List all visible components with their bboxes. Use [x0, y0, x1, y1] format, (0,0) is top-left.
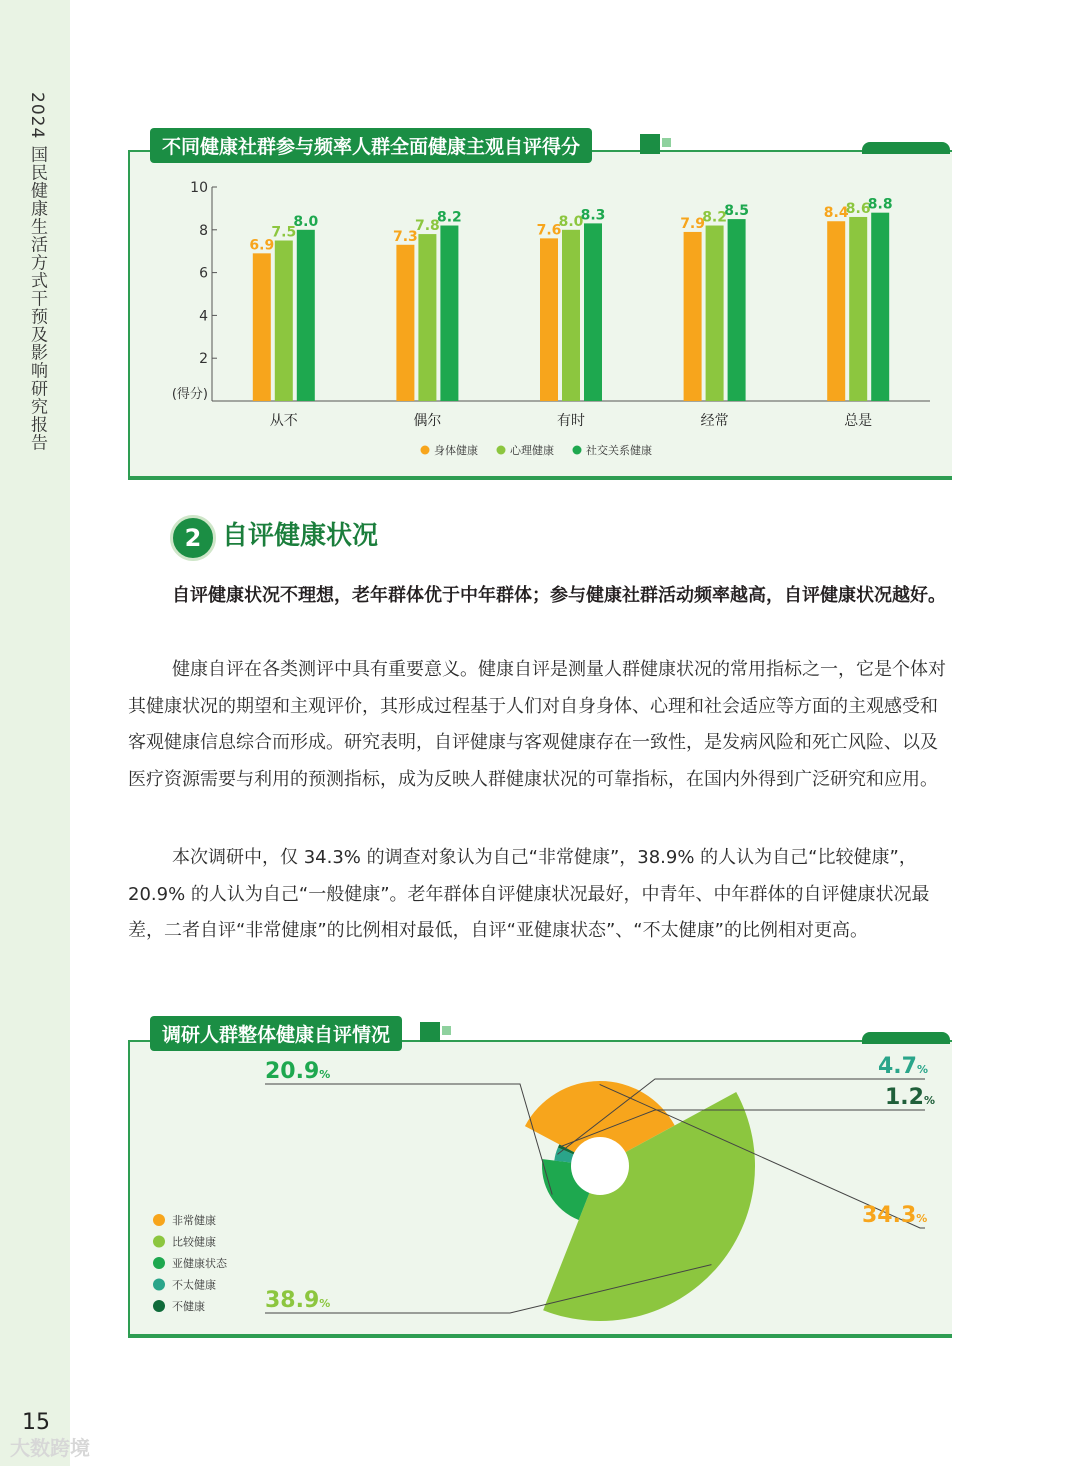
- slice-value-label: 38.9%: [265, 1288, 331, 1313]
- slice-value-label: 34.3%: [862, 1203, 928, 1228]
- bar: [827, 221, 845, 401]
- chart2-title: 调研人群整体健康自评情况: [150, 1016, 402, 1051]
- slice-value-label: 1.2%: [885, 1085, 936, 1110]
- legend-label: 心理健康: [510, 444, 554, 457]
- legend-label: 亚健康状态: [172, 1257, 227, 1270]
- bar-value-label: 8.5: [724, 203, 750, 220]
- bar-value-label: 8.2: [436, 209, 462, 226]
- bar: [396, 245, 414, 401]
- bar: [540, 238, 558, 401]
- bar: [297, 230, 315, 401]
- slice-unit: %: [923, 1094, 936, 1107]
- bar: [849, 217, 867, 401]
- legend-marker: [497, 446, 506, 455]
- category-label: 有时: [557, 413, 585, 429]
- bar: [253, 253, 271, 401]
- paragraph-1: 健康自评在各类测评中具有重要意义。健康自评是测量人群健康状况的常用指标之一，它是个体对其健康状况的期望和主观评价，其形成过程基于人们对自身身体、心理和社会适应等方面的主观感受和客观健康信息综合而形成。研究表明，自评健康与客观健康存在一致性，是发病风险和死亡风险、以及医疗资源需要与利用的预测指标，成为反映人群健康状况的可靠指标，在国内外得到广泛研究和应用。: [128, 659, 946, 790]
- decor-square-small-2: [442, 1026, 451, 1035]
- bar: [418, 234, 436, 401]
- bar-value-label: 7.5: [271, 224, 297, 241]
- panel-corner-tab-2: [862, 1032, 950, 1044]
- pie-chart-panel: [128, 1040, 952, 1338]
- legend-label: 身体健康: [434, 444, 478, 457]
- bar: [684, 232, 702, 401]
- bar: [562, 230, 580, 401]
- bar-value-label: 8.8: [867, 196, 893, 213]
- slice-unit: %: [319, 1297, 331, 1310]
- category-label: 从不: [269, 413, 298, 429]
- section-number-badge: 2: [170, 515, 216, 561]
- bar: [440, 226, 458, 401]
- bar: [275, 241, 293, 402]
- slice-unit: %: [319, 1068, 331, 1081]
- slice-unit: %: [916, 1063, 929, 1076]
- bar-value-label: 8.0: [293, 213, 319, 230]
- y-tick-label: 10: [190, 180, 208, 196]
- y-tick-label: 4: [199, 308, 208, 325]
- slice-value-label: 4.7%: [878, 1054, 929, 1079]
- legend-marker: [573, 446, 582, 455]
- bar-value-label: 6.9: [249, 237, 275, 254]
- legend-label: 不太健康: [172, 1278, 216, 1292]
- bar: [706, 226, 724, 401]
- bar-value-label: 7.6: [536, 222, 562, 239]
- section-title: 自评健康状况: [222, 521, 379, 551]
- bar: [871, 213, 889, 401]
- legend-label: 社交关系健康: [586, 444, 652, 457]
- bar-value-label: 8.0: [558, 213, 584, 230]
- y-tick-label: 6: [199, 265, 208, 282]
- legend-marker: [421, 446, 430, 455]
- paragraph-2: 本次调研中，仅 34.3% 的调查对象认为自己“非常健康”，38.9% 的人认为自己“比较健康”，20.9% 的人认为自己“一般健康”。老年群体自评健康状况最好，中青年、中年群体的自评健康状况最差，二者自评“非常健康”的比例相对最低，自评“亚健康状态”、“不太健康”的比例相对更高。: [128, 847, 930, 941]
- legend-label: 非常健康: [172, 1214, 216, 1227]
- slice-unit: %: [916, 1212, 928, 1225]
- bar-value-label: 8.4: [823, 205, 849, 222]
- legend-label: 不健康: [172, 1300, 205, 1313]
- bar-value-label: 7.8: [414, 218, 440, 235]
- legend-label: 比较健康: [172, 1235, 216, 1249]
- bar: [584, 223, 602, 401]
- y-tick-label: 2: [199, 351, 208, 368]
- bar-value-label: 8.6: [845, 200, 871, 217]
- y-tick-label: 8: [199, 222, 208, 239]
- decor-squares-2: [420, 1022, 440, 1042]
- section-lead: 自评健康状况不理想，老年群体优于中年群体；参与健康社群活动频率越高，自评健康状况越好。: [172, 585, 946, 606]
- category-label: 总是: [844, 413, 873, 429]
- bar-value-label: 8.2: [702, 209, 728, 226]
- slice-value-label: 20.9%: [265, 1059, 331, 1084]
- category-label: 经常: [700, 413, 729, 429]
- page-number: 15: [22, 1410, 50, 1435]
- category-label: 偶尔: [413, 413, 442, 429]
- report-title-vertical: 2024 国民健康生活方式干预及影响研究报告: [27, 92, 47, 452]
- y-axis-label: (得分): [171, 387, 208, 402]
- bar-value-label: 7.9: [680, 215, 706, 232]
- chart1-title: 不同健康社群参与频率人群全面健康主观自评得分: [150, 128, 592, 163]
- bar-value-label: 8.3: [580, 207, 606, 224]
- bar-value-label: 7.3: [392, 228, 418, 245]
- bar: [728, 219, 746, 401]
- watermark: 大数跨境: [10, 1436, 90, 1460]
